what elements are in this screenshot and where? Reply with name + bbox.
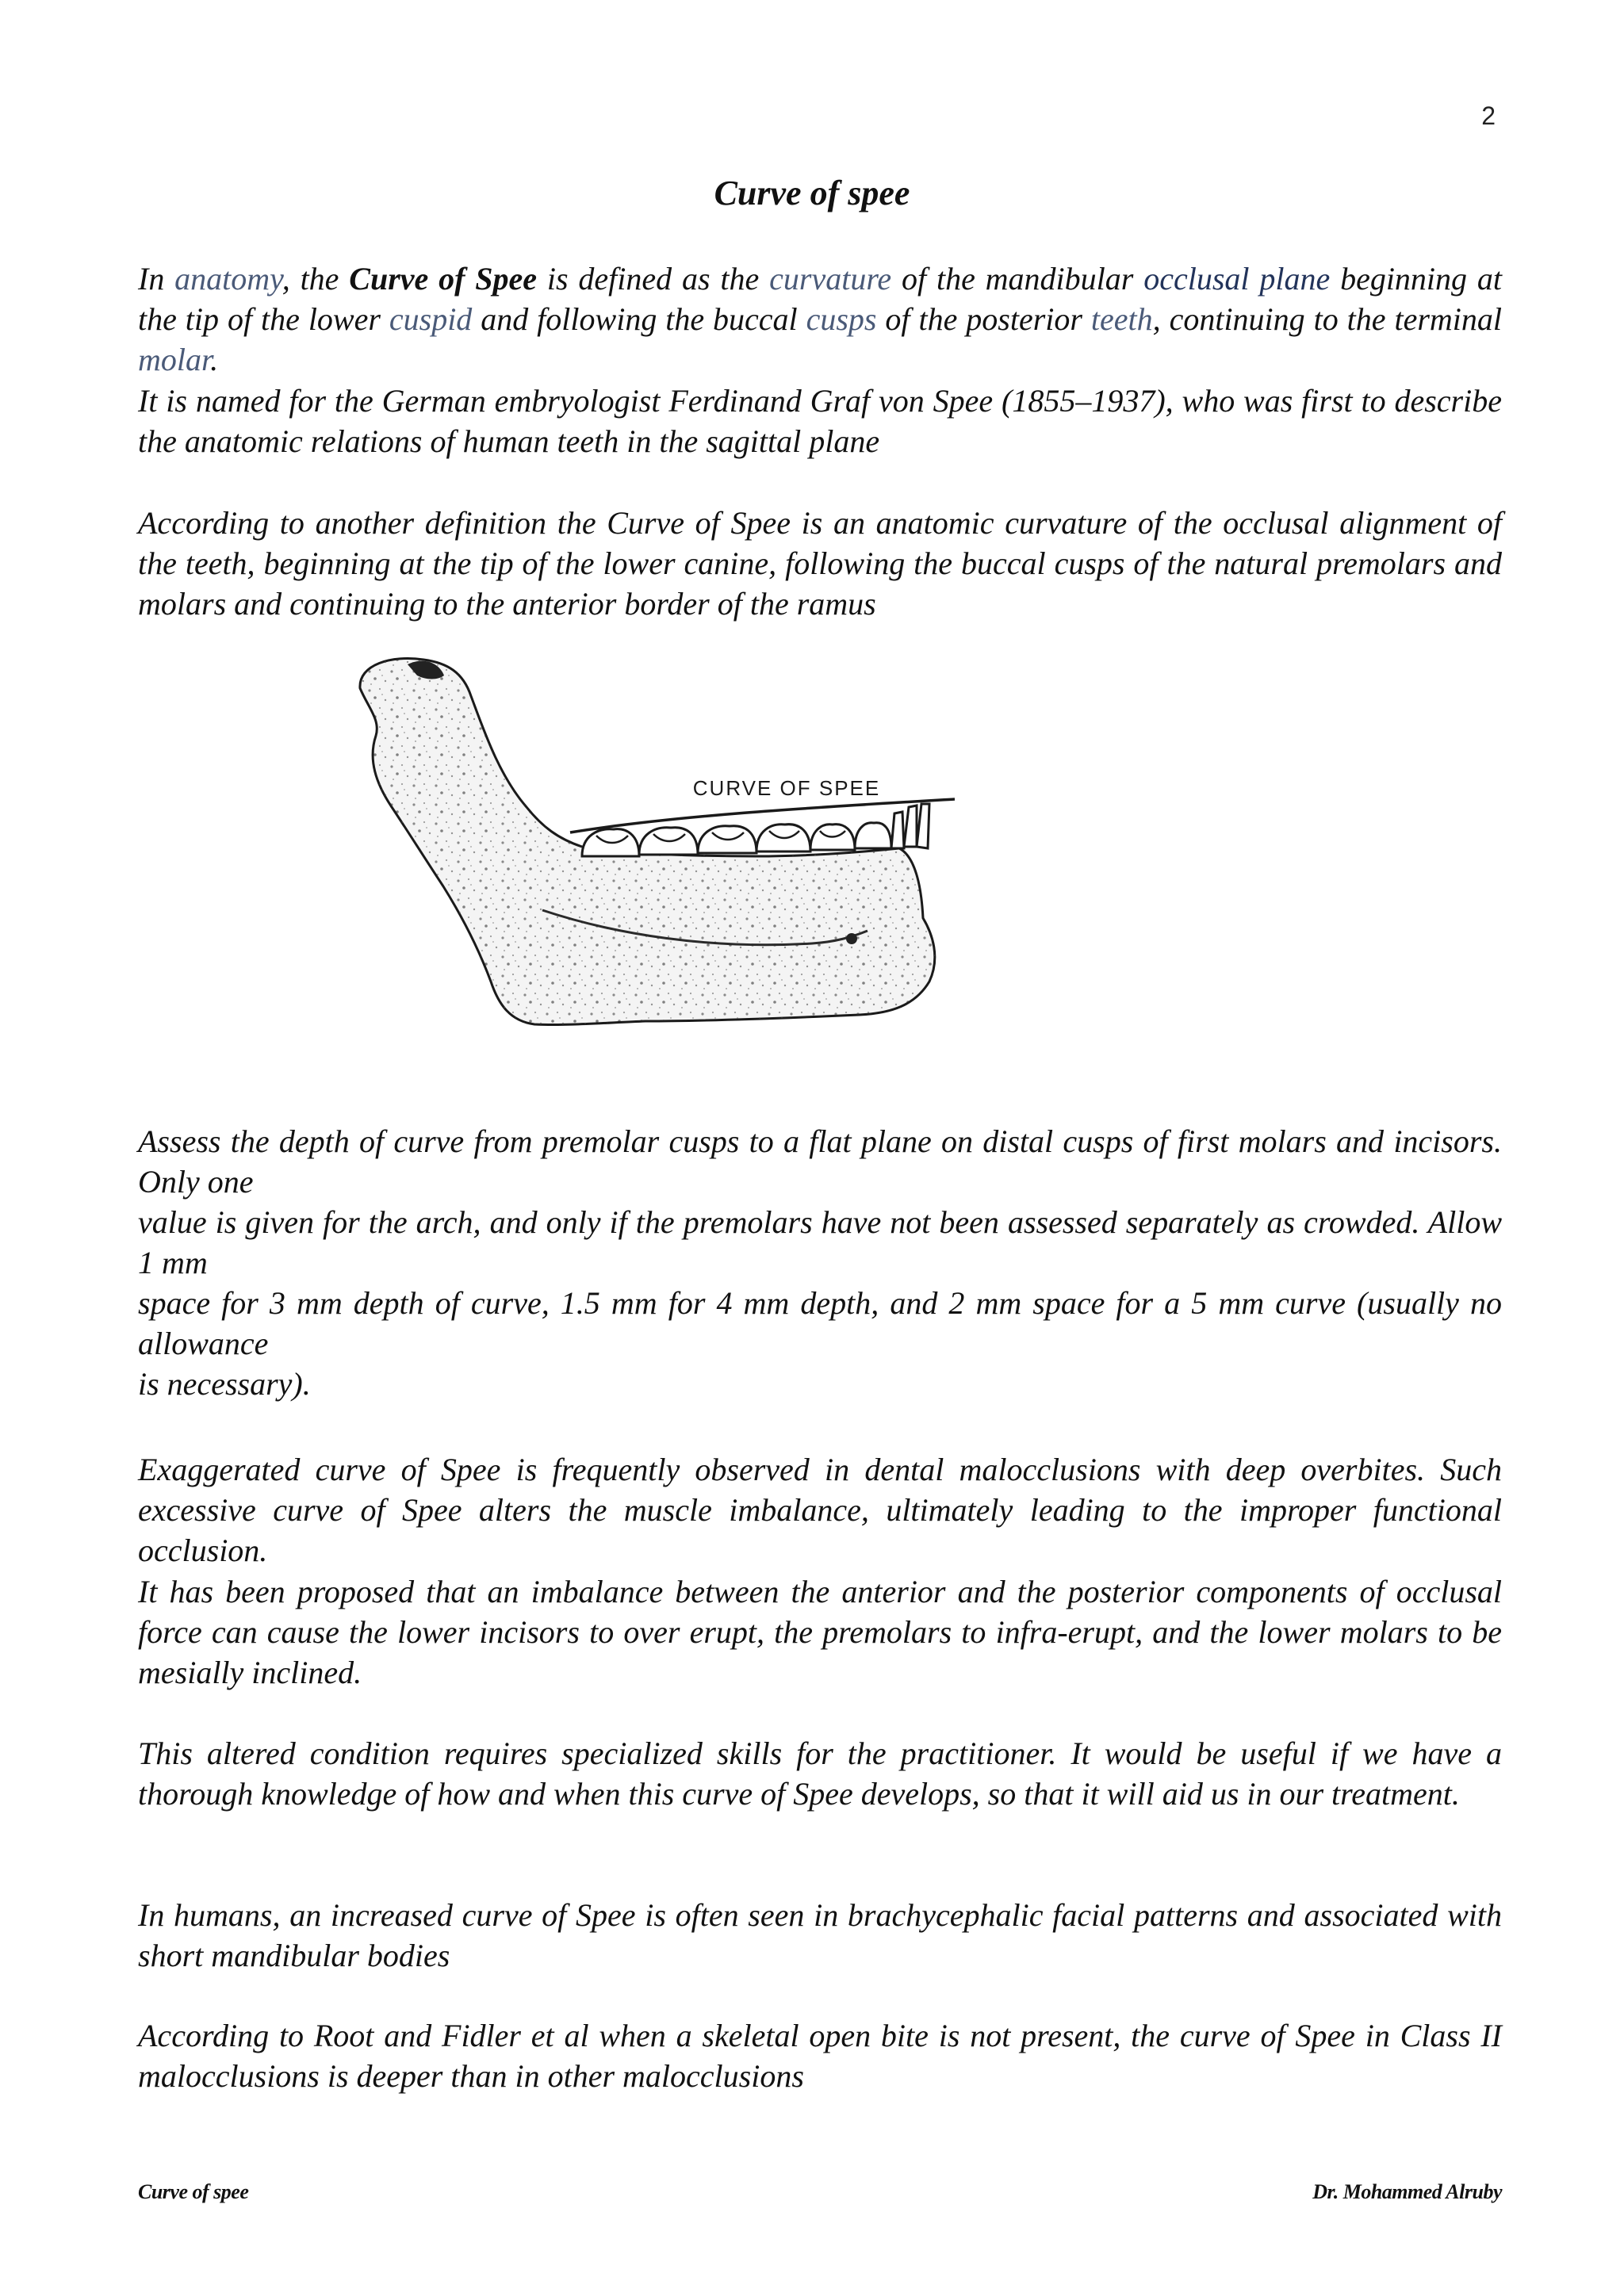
assessment-line-2: value is given for the arch, and only if the premolars have not been assessed separately as crowded. Allow 1 mm (138, 1204, 1502, 1280)
brachycephalic-paragraph: In humans, an increased curve of Spee is often seen in brachycephalic facial patterns and associated with short mandibular bodies (138, 1897, 1502, 1973)
imbalance-paragraph: It has been proposed that an imbalance between the anterior and the posterior components of occlusal force can cause the lower incisors to over erupt, the premolars to infra-erupt, and the lower molars to be mesially inclined. (138, 1574, 1502, 1690)
teeth-link[interactable]: teeth (1090, 301, 1153, 337)
text-run: is defined as the (537, 261, 770, 297)
naming-paragraph: It is named for the German embryologist Ferdinand Graf von Spee (1855–1937), who was first to describe the anatomic relations of human teeth in the sagittal plane (138, 383, 1502, 459)
text-run: and following the buccal (472, 301, 806, 337)
mandible-illustration (344, 649, 1147, 1045)
anatomy-link[interactable]: anatomy (174, 261, 282, 297)
assessment-line-3: space for 3 mm depth of curve, 1.5 mm for 4 mm depth, and 2 mm space for a 5 mm curve (usually no allowance (138, 1285, 1502, 1361)
incisors (891, 804, 929, 848)
text-run: , continuing to the terminal (1152, 301, 1503, 337)
text-run: beginning at the tip of the lower (138, 261, 1502, 337)
assessment-line-1: Assess the depth of curve from premolar cusps to a flat plane on distal cusps of first molars and incisors. Only one (138, 1123, 1502, 1200)
text-run: In (138, 261, 175, 297)
text-run: of the posterior (876, 301, 1091, 337)
cuspid-link[interactable]: cuspid (389, 301, 473, 337)
page-number: 2 (1481, 101, 1496, 130)
page-title: Curve of spee (714, 174, 910, 212)
assessment-paragraph (138, 1121, 1502, 1404)
class-ii-paragraph: According to Root and Fidler et al when a skeletal open bite is not present, the curve of Spee in Class II malocclusions is deeper than in other malocclusions (138, 2018, 1502, 2094)
cusps-link[interactable]: cusps (806, 301, 877, 337)
teeth-row (582, 823, 891, 856)
curvature-link[interactable]: curvature (769, 261, 892, 297)
curve-of-spee-term: Curve of Spee (349, 261, 538, 297)
curve-of-spee-label: CURVE OF SPEE (692, 776, 881, 800)
molar-link[interactable]: molar (138, 342, 211, 377)
mandible-figure (344, 649, 1147, 1045)
mental-foramen (846, 933, 857, 944)
footer-author: Dr. Mohammed Alruby (1312, 2180, 1502, 2203)
footer-title: Curve of spee (138, 2180, 249, 2203)
definition-paragraph (138, 258, 1502, 380)
treatment-paragraph: This altered condition requires specialized skills for the practitioner. It would be useful if we have a thorough knowledge of how and when this curve of Spee develops, so that it will aid us in our treatment. (138, 1735, 1502, 1812)
occlusal-plane-link[interactable]: occlusal plane (1143, 261, 1331, 297)
alternate-definition-paragraph: According to another definition the Curve of Spee is an anatomic curvature of the occlusal alignment of the teeth, beginning at the tip of the lower canine, following the buccal cusps of the natural premolars and molars and continuing to the anterior border of the ramus (138, 505, 1502, 622)
assessment-line-4: is necessary). (138, 1366, 311, 1402)
text-run: of the mandibular (891, 261, 1144, 297)
text-run: , the (282, 261, 350, 297)
exaggerated-curve-paragraph: Exaggerated curve of Spee is frequently observed in dental malocclusions with deep overbites. Such excessive curve of Spee alters the muscle imbalance, ultimately leading to the improper functional occlusion. (138, 1452, 1502, 1568)
text-run: . (210, 342, 219, 377)
